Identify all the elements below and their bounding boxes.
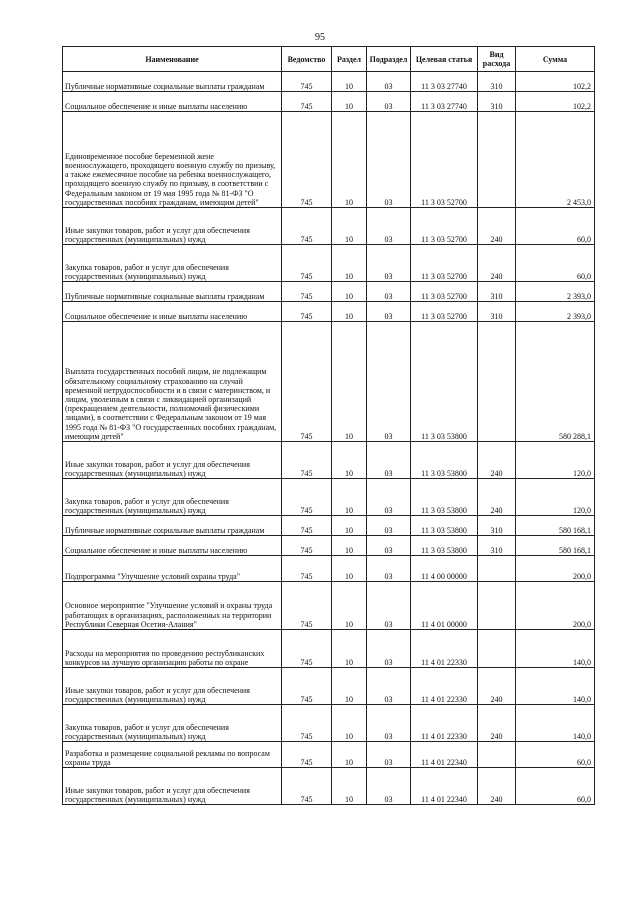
cell-subsection: 03 [367, 768, 411, 805]
cell-target: 11 3 03 53800 [411, 516, 478, 536]
table-row [63, 72, 595, 92]
cell-section: 10 [332, 245, 367, 282]
cell-department: 745 [282, 705, 332, 742]
cell-expense-type: 240 [478, 245, 516, 282]
cell-amount: 60,0 [516, 245, 595, 282]
cell-department: 745 [282, 302, 332, 322]
cell-section: 10 [332, 479, 367, 516]
cell-target: 11 3 03 52700 [411, 112, 478, 208]
cell-target: 11 4 00 00000 [411, 556, 478, 582]
cell-expense-type: 240 [478, 208, 516, 245]
cell-department: 745 [282, 479, 332, 516]
cell-section: 10 [332, 442, 367, 479]
table-row [63, 245, 595, 282]
cell-target: 11 4 01 22330 [411, 668, 478, 705]
cell-subsection: 03 [367, 112, 411, 208]
header-amount: Сумма [516, 47, 595, 72]
table-row [63, 582, 595, 630]
cell-department: 745 [282, 282, 332, 302]
cell-section: 10 [332, 92, 367, 112]
cell-subsection: 03 [367, 556, 411, 582]
cell-target: 11 3 03 52700 [411, 282, 478, 302]
cell-name: Иные закупки товаров, работ и услуг для обеспечения государственных (муниципальных) нужд [63, 768, 282, 805]
cell-expense-type: 310 [478, 92, 516, 112]
cell-section: 10 [332, 112, 367, 208]
cell-expense-type: 240 [478, 442, 516, 479]
cell-amount: 60,0 [516, 742, 595, 768]
cell-subsection: 03 [367, 72, 411, 92]
table-row [63, 668, 595, 705]
cell-subsection: 03 [367, 630, 411, 668]
cell-target: 11 3 03 53800 [411, 479, 478, 516]
cell-section: 10 [332, 302, 367, 322]
cell-department: 745 [282, 630, 332, 668]
cell-expense-type [478, 112, 516, 208]
cell-target: 11 3 03 27740 [411, 92, 478, 112]
cell-subsection: 03 [367, 582, 411, 630]
cell-name: Закупка товаров, работ и услуг для обеспечения государственных (муниципальных) нужд [63, 705, 282, 742]
table-row [63, 442, 595, 479]
table-row [63, 282, 595, 302]
cell-name: Выплата государственных пособий лицам, не подлежащим обязательному социальному страхованию на случай временной нетрудоспособности и в связи с материнством, и лицам, уволенным в связи с ликвидацией организаций (прекращением деятельности, полномочий физическими лицами), в соответствии с Федеральным законом от 19 мая 1995 года № 81-ФЗ "О государственных пособиях гражданам, имеющим детей" [63, 322, 282, 442]
cell-section: 10 [332, 282, 367, 302]
cell-subsection: 03 [367, 245, 411, 282]
cell-target: 11 4 01 22330 [411, 705, 478, 742]
cell-section: 10 [332, 536, 367, 556]
cell-name: Иные закупки товаров, работ и услуг для обеспечения государственных (муниципальных) нужд [63, 668, 282, 705]
cell-amount: 2 453,0 [516, 112, 595, 208]
cell-name: Публичные нормативные социальные выплаты гражданам [63, 516, 282, 536]
cell-department: 745 [282, 442, 332, 479]
cell-department: 745 [282, 582, 332, 630]
cell-name: Социальное обеспечение и иные выплаты населению [63, 536, 282, 556]
cell-expense-type [478, 322, 516, 442]
cell-subsection: 03 [367, 705, 411, 742]
table-row [63, 112, 595, 208]
cell-name: Социальное обеспечение и иные выплаты населению [63, 302, 282, 322]
cell-amount: 140,0 [516, 705, 595, 742]
budget-table [62, 46, 595, 805]
cell-amount: 2 393,0 [516, 282, 595, 302]
cell-amount: 580 168,1 [516, 516, 595, 536]
cell-department: 745 [282, 92, 332, 112]
cell-target: 11 3 03 52700 [411, 302, 478, 322]
cell-subsection: 03 [367, 208, 411, 245]
cell-expense-type: 240 [478, 768, 516, 805]
cell-target: 11 3 03 52700 [411, 245, 478, 282]
cell-subsection: 03 [367, 536, 411, 556]
cell-name: Закупка товаров, работ и услуг для обеспечения государственных (муниципальных) нужд [63, 245, 282, 282]
table-row [63, 630, 595, 668]
cell-expense-type: 310 [478, 282, 516, 302]
cell-name: Иные закупки товаров, работ и услуг для обеспечения государственных (муниципальных) нужд [63, 442, 282, 479]
cell-amount: 140,0 [516, 630, 595, 668]
cell-section: 10 [332, 582, 367, 630]
cell-amount: 120,0 [516, 479, 595, 516]
cell-target: 11 3 03 27740 [411, 72, 478, 92]
cell-target: 11 4 01 22340 [411, 742, 478, 768]
cell-section: 10 [332, 630, 367, 668]
cell-department: 745 [282, 516, 332, 536]
cell-department: 745 [282, 72, 332, 92]
cell-department: 745 [282, 768, 332, 805]
cell-section: 10 [332, 668, 367, 705]
cell-section: 10 [332, 322, 367, 442]
header-expense-type: Вид расхода [478, 47, 516, 72]
cell-section: 10 [332, 742, 367, 768]
cell-section: 10 [332, 72, 367, 92]
cell-expense-type: 310 [478, 302, 516, 322]
header-row [63, 47, 595, 72]
cell-department: 745 [282, 322, 332, 442]
cell-name: Единовременное пособие беременной жене военнослужащего, проходящего военную службу по призыву, а также ежемесячное пособие на ребенка военнослужащего, проходящего военную службу по призыву, в соответствии с Федеральным законом от 19 мая 1995 года № 81-ФЗ "О государственных пособиях гражданам, имеющим детей" [63, 112, 282, 208]
cell-section: 10 [332, 556, 367, 582]
cell-target: 11 4 01 22330 [411, 630, 478, 668]
cell-subsection: 03 [367, 479, 411, 516]
cell-expense-type: 240 [478, 705, 516, 742]
cell-expense-type: 310 [478, 516, 516, 536]
cell-name: Подпрограмма "Улучшение условий охраны труда" [63, 556, 282, 582]
cell-expense-type: 240 [478, 479, 516, 516]
cell-target: 11 3 03 53800 [411, 322, 478, 442]
table-row [63, 705, 595, 742]
cell-section: 10 [332, 705, 367, 742]
cell-subsection: 03 [367, 322, 411, 442]
cell-amount: 200,0 [516, 582, 595, 630]
cell-department: 745 [282, 208, 332, 245]
table-row [63, 322, 595, 442]
cell-amount: 140,0 [516, 668, 595, 705]
cell-name: Социальное обеспечение и иные выплаты населению [63, 92, 282, 112]
cell-department: 745 [282, 245, 332, 282]
cell-expense-type [478, 630, 516, 668]
cell-target: 11 4 01 22340 [411, 768, 478, 805]
table-row [63, 536, 595, 556]
cell-subsection: 03 [367, 442, 411, 479]
cell-department: 745 [282, 112, 332, 208]
cell-department: 745 [282, 536, 332, 556]
table-row [63, 768, 595, 805]
cell-amount: 580 168,1 [516, 536, 595, 556]
cell-amount: 580 288,1 [516, 322, 595, 442]
cell-department: 745 [282, 742, 332, 768]
cell-expense-type: 310 [478, 72, 516, 92]
cell-amount: 102,2 [516, 92, 595, 112]
cell-subsection: 03 [367, 516, 411, 536]
cell-expense-type: 240 [478, 668, 516, 705]
table-row [63, 208, 595, 245]
cell-expense-type: 310 [478, 536, 516, 556]
cell-expense-type [478, 556, 516, 582]
cell-target: 11 4 01 00000 [411, 582, 478, 630]
cell-subsection: 03 [367, 92, 411, 112]
cell-subsection: 03 [367, 668, 411, 705]
cell-name: Разработка и размещение социальной рекламы по вопросам охраны труда [63, 742, 282, 768]
header-subsection: Подраздел [367, 47, 411, 72]
cell-name: Публичные нормативные социальные выплаты гражданам [63, 282, 282, 302]
page-number: 95 [315, 32, 325, 43]
cell-amount: 60,0 [516, 768, 595, 805]
cell-name: Закупка товаров, работ и услуг для обеспечения государственных (муниципальных) нужд [63, 479, 282, 516]
cell-amount: 2 393,0 [516, 302, 595, 322]
cell-section: 10 [332, 516, 367, 536]
cell-expense-type [478, 582, 516, 630]
table-row [63, 742, 595, 768]
cell-department: 745 [282, 668, 332, 705]
table-row [63, 92, 595, 112]
cell-name: Иные закупки товаров, работ и услуг для обеспечения государственных (муниципальных) нужд [63, 208, 282, 245]
cell-amount: 200,0 [516, 556, 595, 582]
cell-amount: 102,2 [516, 72, 595, 92]
cell-expense-type [478, 742, 516, 768]
header-department: Ведомство [282, 47, 332, 72]
cell-section: 10 [332, 768, 367, 805]
cell-target: 11 3 03 52700 [411, 208, 478, 245]
header-section: Раздел [332, 47, 367, 72]
cell-section: 10 [332, 208, 367, 245]
table-row [63, 556, 595, 582]
cell-department: 745 [282, 556, 332, 582]
cell-name: Основное мероприятие "Улучшение условий и охраны труда работающих в организациях, расположенных на территории Республики Северная Осетия-Алания" [63, 582, 282, 630]
cell-amount: 120,0 [516, 442, 595, 479]
table-row [63, 479, 595, 516]
header-name: Наименование [63, 47, 282, 72]
header-target: Целевая статья [411, 47, 478, 72]
cell-subsection: 03 [367, 302, 411, 322]
cell-subsection: 03 [367, 742, 411, 768]
cell-name: Расходы на мероприятия по проведению республиканских конкурсов на лучшую организацию работы по охране [63, 630, 282, 668]
cell-subsection: 03 [367, 282, 411, 302]
table-row [63, 516, 595, 536]
table-row [63, 302, 595, 322]
cell-target: 11 3 03 53800 [411, 442, 478, 479]
cell-name: Публичные нормативные социальные выплаты гражданам [63, 72, 282, 92]
cell-target: 11 3 03 53800 [411, 536, 478, 556]
cell-amount: 60,0 [516, 208, 595, 245]
